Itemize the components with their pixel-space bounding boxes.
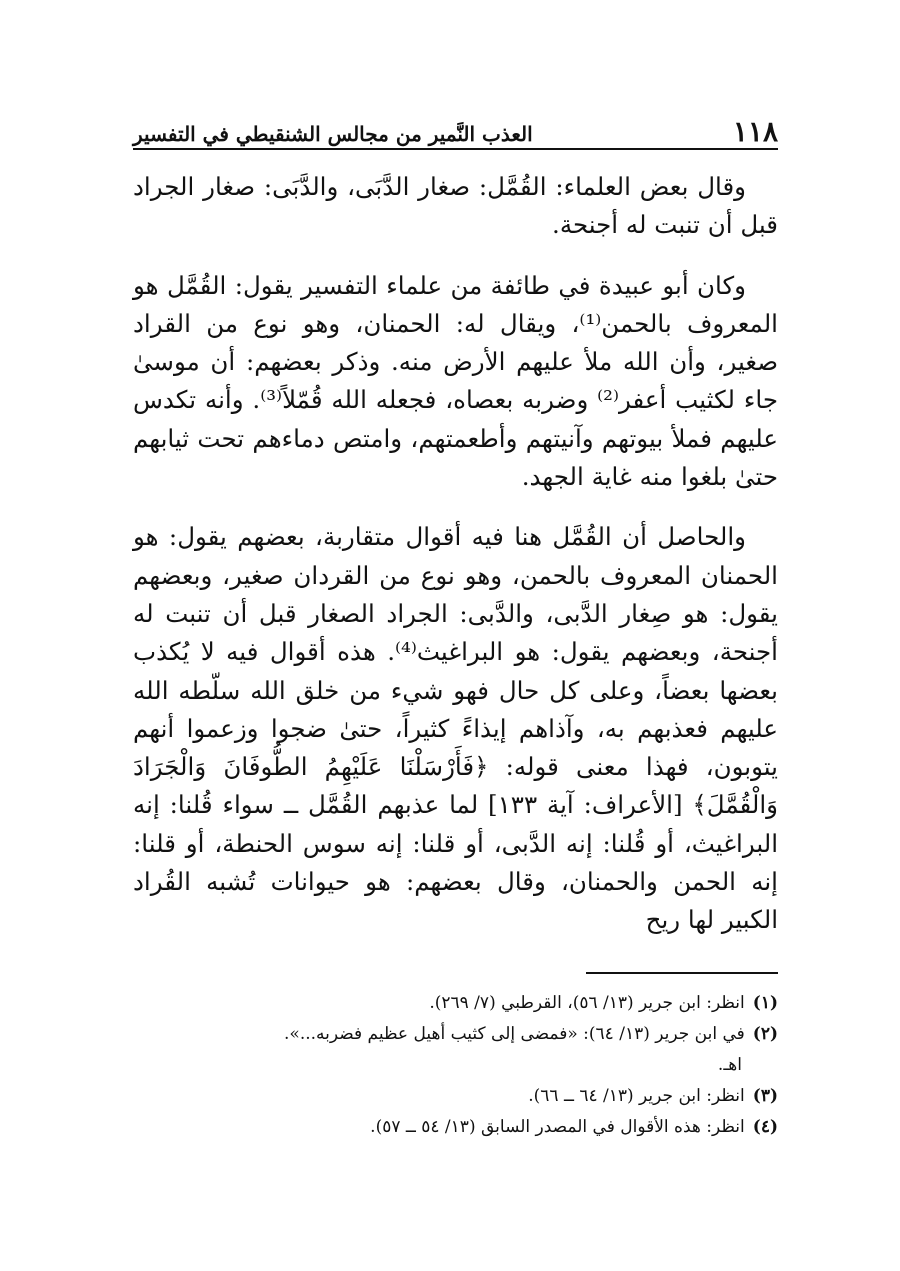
footnote [133,1112,778,1143]
footnote-divider [586,972,778,974]
footnote-number: (٣) [752,1086,778,1106]
footnote [133,1019,778,1050]
footnote-text: انظر: ابن جرير (١٣/ ٥٦)، القرطبي (٧/ ٢٦٩). [429,993,745,1013]
footnote-text: في ابن جرير (١٣/ ٦٤): «فمضى إلى كثيب أهيل عظيم فضربه...». [284,1024,745,1044]
page-number: ١١٨ [732,115,778,148]
footnote-text: انظر: هذه الأقوال في المصدر السابق (١٣/ ٥٤ ــ ٥٧). [370,1117,745,1137]
footnote-continuation: اهـ. [717,1055,742,1075]
paragraph: وقال بعض العلماء: القُمَّل: صغار الدَّبَى، والدَّبَى: صغار الجراد قبل أن تنبت له أجنحة. [133,172,778,240]
header-rule [133,148,778,150]
footnote [133,1081,778,1112]
page-header [133,106,778,146]
paragraph: والحاصل أن القُمَّل هنا فيه أقوال متقاربة، بعضهم يقول: هو الحمنان المعروف بالحمن، وهو نوع من القردان صغير، وبعضهم يقول: هو صِغار الدَّبى، والدَّبى: الجراد الصغار قبل أن تنبت له أجنحة، وبعضهم يقول: هو البراغيث⁽⁴⁾. هذه أقوال فيه لا يُكذب بعضها بعضاً، وعلى كل حال فهو شيء من خلق الله سلّطه الله عليهم فعذبهم به، وآذاهم إيذاءً كثيراً، حتىٰ ضجوا وزعموا أنهم يتوبون، فهذا معنى قوله: ﴿فَأَرْسَلْنَا عَلَيْهِمُ الطُّوفَانَ وَالْجَرَادَ وَالْقُمَّلَ﴾ [الأعراف: آية ١٣٣] لما عذبهم القُمَّل ــ سواء قُلنا: إنه البراغيث، أو قُلنا: إنه الدَّبى، أو قلنا: إنه سوس الحنطة، أو قلنا: إنه الحمن والحمنان، وقال بعضهم: هو حيوانات تُشبه القُراد الكبير لها ريح [133,522,778,935]
footnotes [133,988,778,1143]
paragraph: وكان أبو عبيدة في طائفة من علماء التفسير يقول: القُمَّل هو المعروف بالحمن⁽¹⁾، ويقال له: الحمنان، وهو نوع من القراد صغير، وأن الله ملأ عليهم الأرض منه. وذكر بعضهم: أن موسىٰ جاء لكثيب أعفر⁽²⁾ وضربه بعصاه، فجعله الله قُمّلاً⁽³⁾. وأنه تكدس عليهم فملأ بيوتهم وآنيتهم وأطعمتهم، وامتص دماءهم تحت ثيابهم حتىٰ بلغوا منه غاية الجهد. [133,270,778,492]
footnote-number: (٤) [752,1117,778,1137]
footnote-number: (١) [752,993,778,1013]
footnote-text: انظر: ابن جرير (١٣/ ٦٤ ــ ٦٦). [528,1086,745,1106]
main-text [133,168,778,940]
running-title: العذب النَّمير من مجالس الشنقيطي في التفسير [133,122,533,146]
footnote-number: (٢) [752,1024,778,1044]
footnote [133,988,778,1019]
